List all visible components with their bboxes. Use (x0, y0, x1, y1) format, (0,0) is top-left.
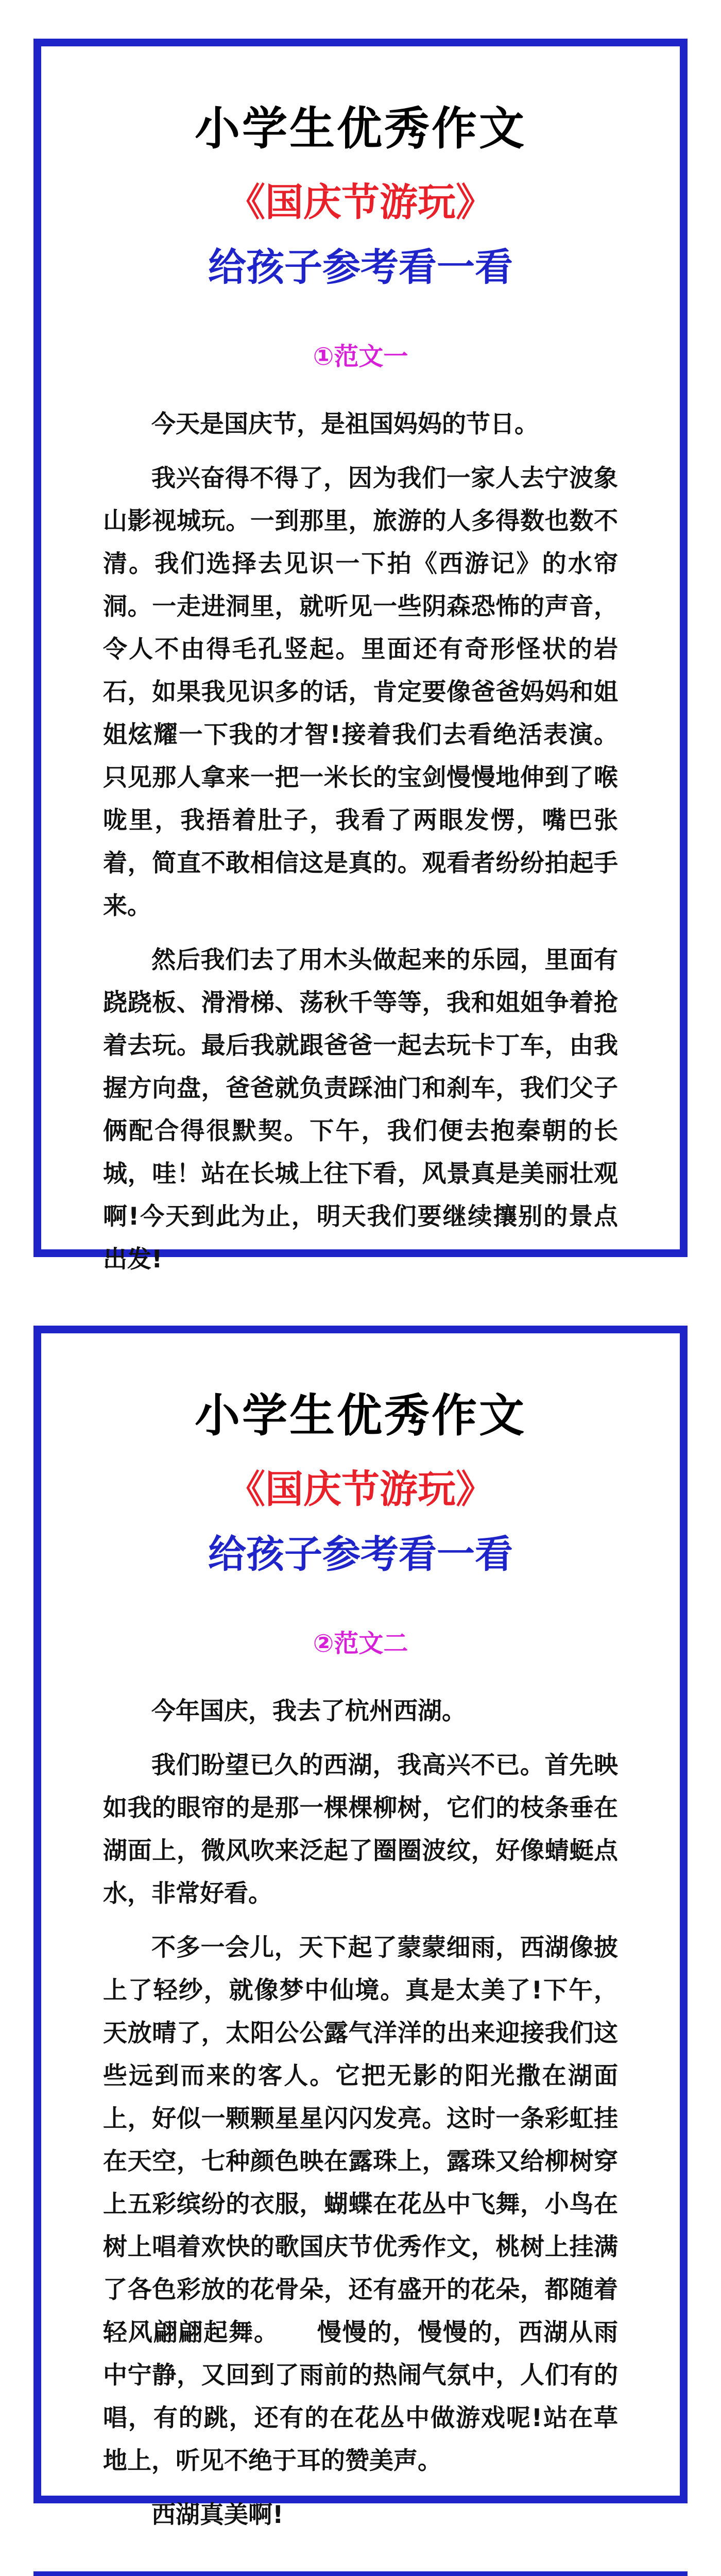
essay-paragraph: 我们盼望已久的西湖，我高兴不已。首先映如我的眼帘的是那一棵棵柳树，它们的枝条垂在湖面上，微风吹来泛起了圈圈波纹，好像蜻蜓点水，非常好看。 (103, 1751, 618, 1908)
essay-paragraph: 不多一会儿，天下起了蒙蒙细雨，西湖像披上了轻纱，就像梦中仙境。真是太美了!下午，天放晴了，太阳公公露气洋洋的出来迎接我们这些远到而来的客人。它把无影的阳光撒在湖面上，好似一颗颗星星闪闪发亮。这时一条彩虹挂在天空，七种颜色映在露珠上，露珠又给柳树穿上五彩缤纷的衣服，蝴蝶在花丛中飞舞，小鸟在树上唱着欢快的歌国庆节优秀作文，桃树上挂满了各色彩放的花骨朵，还有盛开的花朵，都随着轻风翩翩起舞。 慢慢的，慢慢的，西湖从雨中宁静，又回到了雨前的热闹气氛中，人们有的唱，有的跳，还有的在花丛中做游戏呢!站在草地上，听见不绝于耳的赞美声。 (103, 1934, 618, 2475)
essay-paragraph: 今天是国庆节，是祖国妈妈的节日。 (151, 410, 539, 438)
essay-card-1 (33, 39, 688, 1274)
essay-paragraph: 然后我们去了用木头做起来的乐园，里面有跷跷板、滑滑梯、荡秋千等等，我和姐姐争着抢着去玩。最后我就跟爸爸一起去玩卡丁车，由我握方向盘，爸爸就负责踩油门和刹车，我们父子俩配合得很默契。下午，我们便去抱秦朝的长城，哇！站在长城上往下看，风景真是美丽壮观啊!今天到此为止，明天我们要继续攘别的景点出发! (103, 946, 618, 1274)
essay-subtitle: 《国庆节游玩》 (227, 180, 494, 225)
essay-paragraph: 西湖真美啊! (151, 2501, 284, 2529)
essay-main-title: 小学生优秀作文 (194, 102, 526, 155)
essay-card-2 (33, 1326, 688, 2529)
essay-body (103, 1690, 618, 2536)
essay-number-label: ②范文二 (313, 1629, 408, 1658)
essay-paragraph: 我兴奋得不得了，因为我们一家人去宁波象山影视城玩。一到那里，旅游的人多得数也数不清。我们选择去见识一下拍《西游记》的水帘洞。一走进洞里，就听见一些阴森恐怖的声音，令人不由得毛孔竖起。里面还有奇形怪状的岩石，如果我见识多的话，肯定要像爸爸妈妈和姐姐炫耀一下我的才智!接着我们去看绝活表演。只见那人拿来一把一米长的宝剑慢慢地伸到了喉咙里，我捂着肚子，我看了两眼发愣，嘴巴张着，简直不敢相信这是真的。观看者纷纷拍起手来。 (103, 464, 618, 920)
essay-card-3 (33, 2571, 688, 2576)
essay-number-label: ①范文一 (313, 342, 408, 371)
essay-paragraph: 今年国庆，我去了杭州西湖。 (151, 1697, 466, 1725)
essay-main-title: 小学生优秀作文 (194, 1389, 526, 1442)
essay-tagline: 给孩子参考看一看 (208, 245, 513, 290)
essay-tagline: 给孩子参考看一看 (208, 1532, 513, 1577)
essay-subtitle: 《国庆节游玩》 (227, 1467, 494, 1512)
essay-body (103, 403, 618, 1281)
